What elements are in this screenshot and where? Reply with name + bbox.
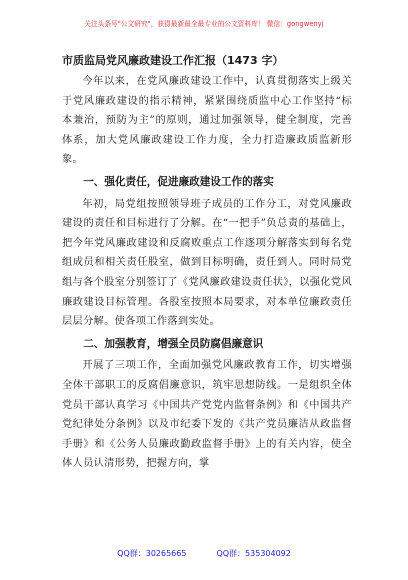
section-heading-1: 一、强化责任，促进廉政建设工作的落实 [83, 175, 274, 188]
section-2-paragraph: 开展了三项工作，全面加强党风廉政教育工作，切实增强全体干部职工的反腐倡廉意识，筑牢思想防线。一是组织全体党员干部认真学习《中国共产党党内监督条例》和《中国共产党纪律处分条例》以及市纪委下发的《共产党员廉洁从政监督手册》和《公务人员廉政勤政监督手册》上的有关内容，使全体人员认清形势，把握方向，掌 [62, 360, 352, 470]
footer-qq-group-1[interactable]: QQ群：30265665 [117, 549, 187, 558]
intro-paragraph: 今年以来，在党风廉政建设工作中，认真贯彻落实上级关于党风廉政建设的指示精神，紧紧围绕质监中心工作坚持“标本兼治，预防为主”的原则，通过加强领导，健全制度，完善体系，加大党风廉政建设工作力度，全力打造廉政质监新形象。 [62, 76, 352, 166]
header-promo-banner: 关注头条号"公文研究"，获得最新最全最专业的公文资料库！ 微信：gongwenyj [84, 20, 324, 28]
document-body [62, 53, 352, 474]
footer-contact [0, 548, 408, 559]
section-heading-2: 二、加强教育，增强全员防腐倡廉意识 [83, 337, 264, 350]
section-1-paragraph: 年初，局党组按照领导班子成员的工作分工，对党风廉政建设的责任和目标进行了分解。在“一把手”负总责的基础上，把今年党风廉政建设和反腐败重点工作逐项分解落实到每名党组成员和相关责任股室，做到目标明确，责任到人。同时局党组与各个股室分别签订了《党风廉政建设责任状》，以强化党风廉政建设目标管理。各股室按照本局要求，对本单位廉政责任层层分解。使各项工作落到实处。 [62, 198, 352, 328]
footer-qq-group-2[interactable]: QQ群：535304092 [216, 549, 291, 558]
document-title: 市质监局党风廉政建设工作汇报（1473 字） [62, 54, 284, 67]
